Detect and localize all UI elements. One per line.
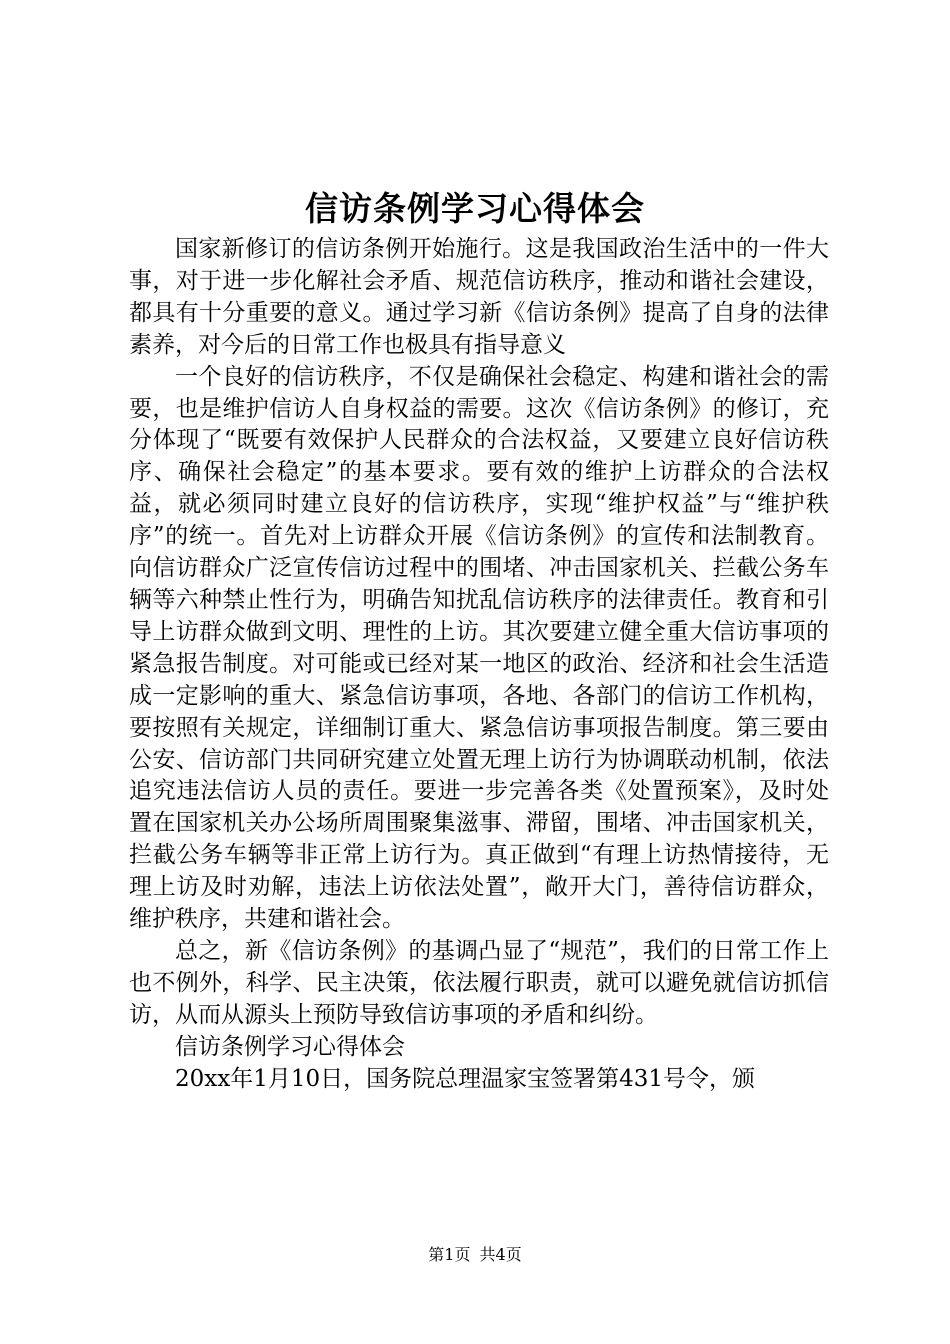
section-subtitle: 信访条例学习心得体会 xyxy=(175,1033,405,1060)
document-title: 信访条例学习心得体会 xyxy=(305,189,645,228)
page-number-current: 第1页 xyxy=(428,1245,471,1264)
page-footer xyxy=(0,1243,950,1267)
document-body xyxy=(129,234,829,1095)
page-number-total: 共4页 xyxy=(479,1245,522,1264)
paragraph-3: 总之，新《信访条例》的基调凸显了“规范”，我们的日常工作上也不例外，科学、民主决策，依法履行职责，就可以避免就信访抓信访，从而从源头上预防导致信访事项的矛盾和纠纷。 xyxy=(129,937,829,1028)
paragraph-4: 20xx年1月10日，国务院总理温家宝签署第431号令，颁 xyxy=(175,1065,756,1092)
paragraph-2: 一个良好的信访秩序，不仅是确保社会稳定、构建和谐社会的需要，也是维护信访人自身权益的需要。这次《信访条例》的修订，充分体现了“既要有效保护人民群众的合法权益，又要建立良好信访秩序、确保社会稳定”的基本要求。要有效的维护上访群众的合法权益，就必须同时建立良好的信访秩序，实现“维护权益”与“维护秩序”的统一。首先对上访群众开展《信访条例》的宣传和法制教育。向信访群众广泛宣传信访过程中的围堵、冲击国家机关、拦截公务车辆等六种禁止性行为，明确告知扰乱信访秩序的法律责任。教育和引导上访群众做到文明、理性的上访。其次要建立健全重大信访事项的紧急报告制度。对可能或已经对某一地区的政治、经济和社会生活造成一定影响的重大、紧急信访事项，各地、各部门的信访工作机构，要按照有关规定，详细制订重大、紧急信访事项报告制度。第三要由公安、信访部门共同研究建立处置无理上访行为协调联动机制，依法追究违法信访人员的责任。要进一步完善各类《处置预案》，及时处置在国家机关办公场所周围聚集滋事、滞留，围堵、冲击国家机关，拦截公务车辆等非正常上访行为。真正做到“有理上访热情接待，无理上访及时劝解，违法上访依法处置”，敞开大门，善待信访群众，维护秩序，共建和谐社会。 xyxy=(129,363,829,933)
paragraph-1: 国家新修订的信访条例开始施行。这是我国政治生活中的一件大事，对于进一步化解社会矛盾、规范信访秩序，推动和谐社会建设，都具有十分重要的意义。通过学习新《信访条例》提高了自身的法律素养，对今后的日常工作也极具有指导意义 xyxy=(129,236,829,358)
